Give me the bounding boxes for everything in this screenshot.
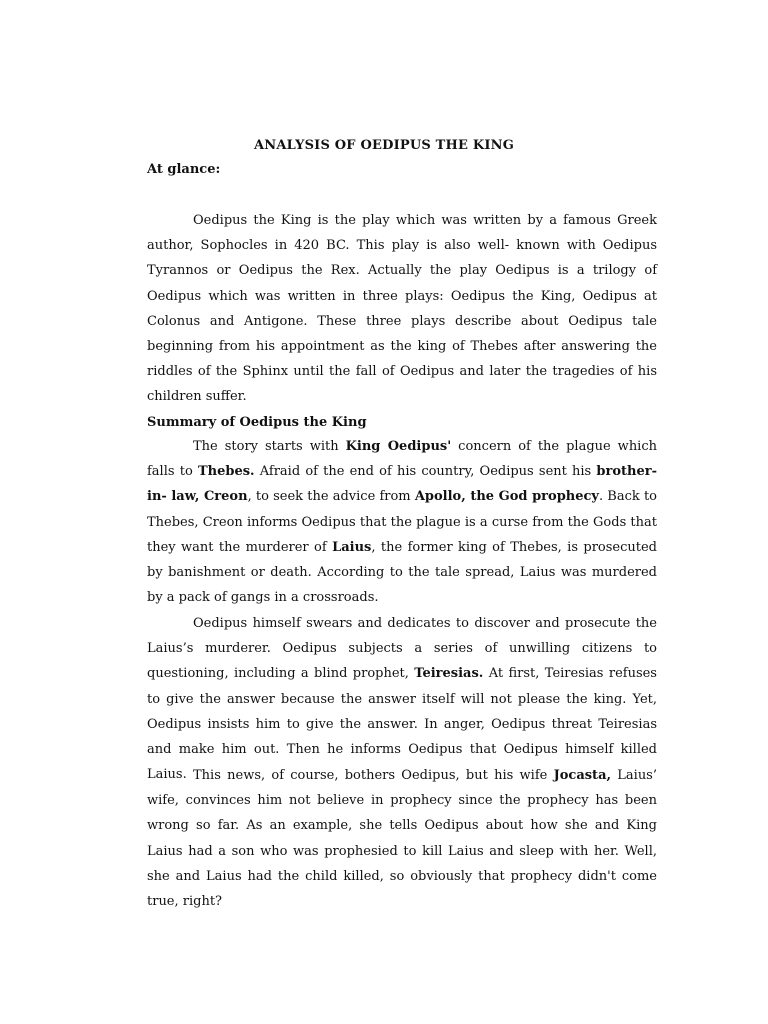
bold-run: Apollo, the God prophecy	[414, 489, 599, 505]
text-run: Laius’ wife, convinces him not believe in prophecy since the prophecy has been wrong so far. As an example, she tells Oedipus about how she and King Laius had a son who was prophesied to kill Laius and sleep with her. Well, she and Laius had the child killed, so obviously that prophecy didn't come true, right?	[147, 768, 657, 910]
document-title: ANALYSIS OF OEDIPUS THE KING	[253, 138, 515, 153]
paragraph-summary-3	[147, 763, 657, 914]
text-run: This news, of course, bothers Oedipus, but his wife	[193, 768, 554, 783]
bold-run: Thebes.	[197, 464, 255, 480]
text-run: Oedipus himself swears and dedicates to discover and prosecute the Laius’s murderer. Oedipus subjects a series of unwilling citizens to questioning, including a blind prophet,	[147, 616, 657, 682]
section-heading-glance: At glance:	[147, 162, 221, 177]
bold-run: brother- in- law, Creon	[147, 464, 657, 505]
section-heading-summary: Summary of Oedipus the King	[147, 415, 367, 430]
paragraph-summary-1	[147, 434, 657, 610]
paragraph-glance: Oedipus the King is the play which was written by a famous Greek author, Sophocles in 420 BC. This play is also well- known with Oedipus Tyrannos or Oedipus the Rex. Actually the play Oedipus is a trilogy of Oedipus which was written in three plays: Oedipus the King, Oedipus at Colonus and Antigone. These three plays describe about Oedipus tale beginning from his appointment as the king of Thebes after answering the riddles of the Sphinx until the fall of Oedipus and later the tragedies of his children suffer.	[147, 213, 657, 405]
text-run: , the former king of Thebes, is prosecuted by banishment or death. According to the tale spread, Laius was murdered by a pack of gangs in a crossroads.	[147, 539, 658, 606]
bold-run: King Oedipus'	[345, 439, 452, 454]
text-run: concern of the plague which falls to	[147, 439, 657, 480]
paragraph-summary-2	[147, 611, 657, 787]
bold-run: Jocasta,	[553, 768, 612, 783]
text-run: Afraid of the end of his country, Oedipus sent his	[254, 464, 597, 480]
bold-run: Teiresias.	[414, 666, 484, 682]
text-run: , to seek the advice from	[247, 489, 415, 505]
text-run: The story starts with	[193, 439, 346, 454]
text-run: At first, Teiresias refuses to give the answer because the answer itself will not please the king. Yet, Oedipus insists him to give the answer. In anger, Oedipus threat Teiresias and make him out. Then he informs Oedipus that Oedipus himself killed Laius.	[147, 666, 657, 783]
text-run: . Back to Thebes, Creon informs Oedipus that the plague is a curse from the Gods that they want the murderer of	[147, 489, 658, 555]
bold-run: Laius	[332, 539, 372, 555]
